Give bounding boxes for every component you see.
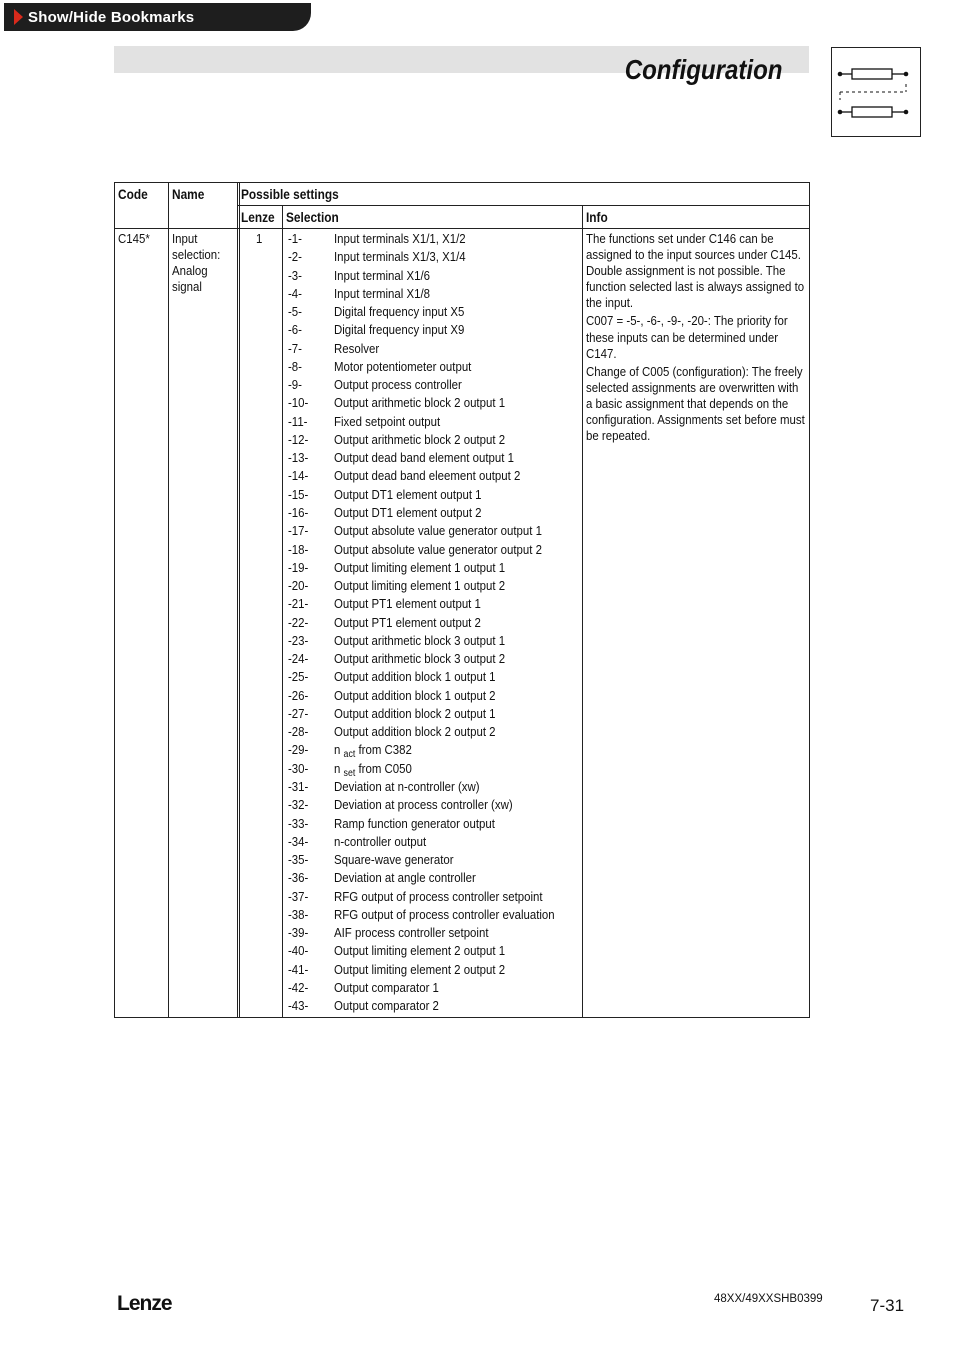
selection-text: AIF process controller setpoint: [334, 925, 489, 941]
selection-code: -25-: [288, 669, 309, 685]
selection-text: Output PT1 element output 1: [334, 596, 481, 612]
lenze-logo: Lenze: [117, 1292, 172, 1315]
selection-symbol: n: [334, 760, 341, 776]
selection-text: Output limiting element 2 output 1: [334, 943, 506, 959]
selection-text: Ramp function generator output: [334, 815, 495, 831]
selection-text: [334, 742, 412, 760]
info-paragraph: The functions set under C146 can be assigned to the input sources under C145. Double assignment is not possible. The function selected last is always assigned to the input.: [586, 231, 805, 311]
selection-text: Output absolute value generator output 2: [334, 541, 542, 557]
parameter-table: [114, 182, 810, 1018]
selection-text: Input terminal X1/6: [334, 267, 431, 283]
info-paragraph: C007 = -5-, -6-, -9-, -20-: The priority for these inputs can be determined under C147.: [586, 313, 788, 361]
selection-text: [334, 761, 412, 779]
selection-text: Output addition block 2 output 1: [334, 705, 496, 721]
selection-code: -30-: [288, 760, 309, 776]
col-divider-selection: [582, 206, 583, 1017]
selection-code: -21-: [288, 596, 309, 612]
info-paragraph: Change of C005 (configuration): The freely selected assignments are overwritten with a basic assignment that depends on the configuration. Assignments set before must be repeated.: [586, 363, 805, 444]
page-title: Configuration: [625, 54, 783, 85]
selection-text: Output addition block 1 output 2: [334, 687, 496, 703]
selection-text: Output limiting element 1 output 2: [334, 578, 506, 594]
selection-symbol: n: [334, 742, 341, 758]
selection-code: -4-: [288, 285, 302, 301]
col-divider-lenze: [282, 206, 283, 1017]
selection-code: -35-: [288, 852, 309, 868]
cell-lenze: 1: [256, 231, 263, 246]
selection-code: -29-: [288, 742, 309, 758]
selection-text: Output addition block 1 output 1: [334, 669, 496, 685]
selection-code: -17-: [288, 523, 309, 539]
selection-text: Output limiting element 1 output 1: [334, 559, 506, 575]
selection-text: Output addition block 2 output 2: [334, 724, 496, 740]
selection-code: -6-: [288, 322, 302, 338]
selection-text: Output arithmetic block 2 output 1: [334, 395, 506, 411]
selection-code: -31-: [288, 778, 309, 794]
row-divider-header-2: [115, 228, 809, 229]
selection-text: Motor potentiometer output: [334, 358, 472, 374]
col-divider-code: [168, 183, 169, 1017]
selection-text: Output absolute value generator output 1: [334, 523, 542, 539]
selection-code: -26-: [288, 687, 309, 703]
selection-code: -40-: [288, 943, 309, 959]
selection-code: -28-: [288, 724, 309, 740]
selection-code: -22-: [288, 614, 309, 630]
selection-subscript: set: [343, 767, 356, 779]
selection-code: -39-: [288, 925, 309, 941]
selection-text: Output arithmetic block 3 output 1: [334, 632, 506, 648]
selection-text: Output process controller: [334, 377, 462, 393]
selection-text: Output limiting element 2 output 2: [334, 961, 506, 977]
selection-code: -15-: [288, 486, 309, 502]
selection-code: -13-: [288, 450, 309, 466]
selection-text: Digital frequency input X5: [334, 304, 465, 320]
selection-code: -23-: [288, 632, 309, 648]
selection-text: Resolver: [334, 340, 380, 356]
selection-code: -3-: [288, 267, 302, 283]
show-hide-bookmarks-label: Show/Hide Bookmarks: [28, 8, 195, 26]
selection-code: -18-: [288, 541, 309, 557]
selection-text: Deviation at process controller (xw): [334, 797, 513, 813]
selection-text: Output comparator 1: [334, 979, 439, 995]
selection-text: Square-wave generator: [334, 852, 454, 868]
header-code: Code: [118, 187, 148, 202]
col-divider-name: [237, 183, 238, 1017]
selection-text: Output comparator 2: [334, 998, 439, 1014]
selection-text: Output dead band element output 1: [334, 450, 515, 466]
selection-code: -2-: [288, 249, 302, 265]
selection-text: Deviation at n-controller (xw): [334, 778, 480, 794]
cell-name: Input selection: Analog signal: [172, 231, 221, 294]
selection-text: Digital frequency input X9: [334, 322, 465, 338]
header-possible-settings: Possible settings: [241, 187, 339, 202]
selection-text: Fixed setpoint output: [334, 413, 441, 429]
configuration-diagram-icon: [831, 47, 921, 137]
header-selection: Selection: [286, 210, 339, 225]
selection-text: Output DT1 element output 1: [334, 486, 482, 502]
selection-text: Input terminals X1/3, X1/4: [334, 249, 466, 265]
selection-code: -34-: [288, 833, 309, 849]
selection-code: -43-: [288, 998, 309, 1014]
header-name: Name: [172, 187, 205, 202]
selection-text: Output arithmetic block 3 output 2: [334, 651, 506, 667]
selection-code: -27-: [288, 705, 309, 721]
selection-code: -19-: [288, 559, 309, 575]
selection-text: Output dead band eleement output 2: [334, 468, 521, 484]
triangle-right-icon: [14, 9, 23, 25]
info-cell: [586, 231, 806, 446]
selection-code: -14-: [288, 468, 309, 484]
row-divider-header-1: [238, 205, 809, 206]
header-lenze: Lenze: [241, 210, 275, 225]
selection-text: Input terminals X1/1, X1/2: [334, 231, 466, 246]
selection-text: Deviation at angle controller: [334, 870, 476, 886]
page-number: 7-31: [870, 1296, 905, 1315]
selection-text: Output PT1 element output 2: [334, 614, 481, 630]
selection-text: Input terminal X1/8: [334, 285, 431, 301]
selection-subscript: act: [343, 749, 356, 761]
selection-code: -33-: [288, 815, 309, 831]
selection-code: -16-: [288, 504, 309, 520]
selection-code: -8-: [288, 358, 302, 374]
selection-text: n-controller output: [334, 833, 427, 849]
selection-code: -10-: [288, 395, 309, 411]
selection-text: RFG output of process controller evaluation: [334, 906, 555, 922]
selection-code: -9-: [288, 377, 302, 393]
selection-text: Output arithmetic block 2 output 2: [334, 431, 506, 447]
header-info: Info: [586, 210, 608, 225]
selection-suffix: from C382: [355, 742, 412, 758]
selection-code: -12-: [288, 431, 309, 447]
document-number: 48XX/49XXSHB0399: [714, 1293, 823, 1305]
selection-code: -11-: [288, 413, 308, 429]
cell-code: C145*: [118, 231, 150, 246]
selection-text: Output DT1 element output 2: [334, 504, 482, 520]
selection-text: RFG output of process controller setpoint: [334, 888, 543, 904]
selection-code: -1-: [288, 231, 302, 246]
selection-code: -5-: [288, 304, 302, 320]
selection-code: -41-: [288, 961, 309, 977]
selection-code: -32-: [288, 797, 309, 813]
selection-code: -36-: [288, 870, 309, 886]
show-hide-bookmarks-button[interactable]: [4, 3, 311, 31]
selection-suffix: from C050: [355, 760, 412, 776]
selection-code: -20-: [288, 578, 309, 594]
selection-code: -42-: [288, 979, 309, 995]
col-divider-name-2: [239, 183, 240, 1017]
selection-code: -37-: [288, 888, 309, 904]
selection-code: -24-: [288, 651, 309, 667]
selection-code: -38-: [288, 906, 309, 922]
selection-code: -7-: [288, 340, 302, 356]
